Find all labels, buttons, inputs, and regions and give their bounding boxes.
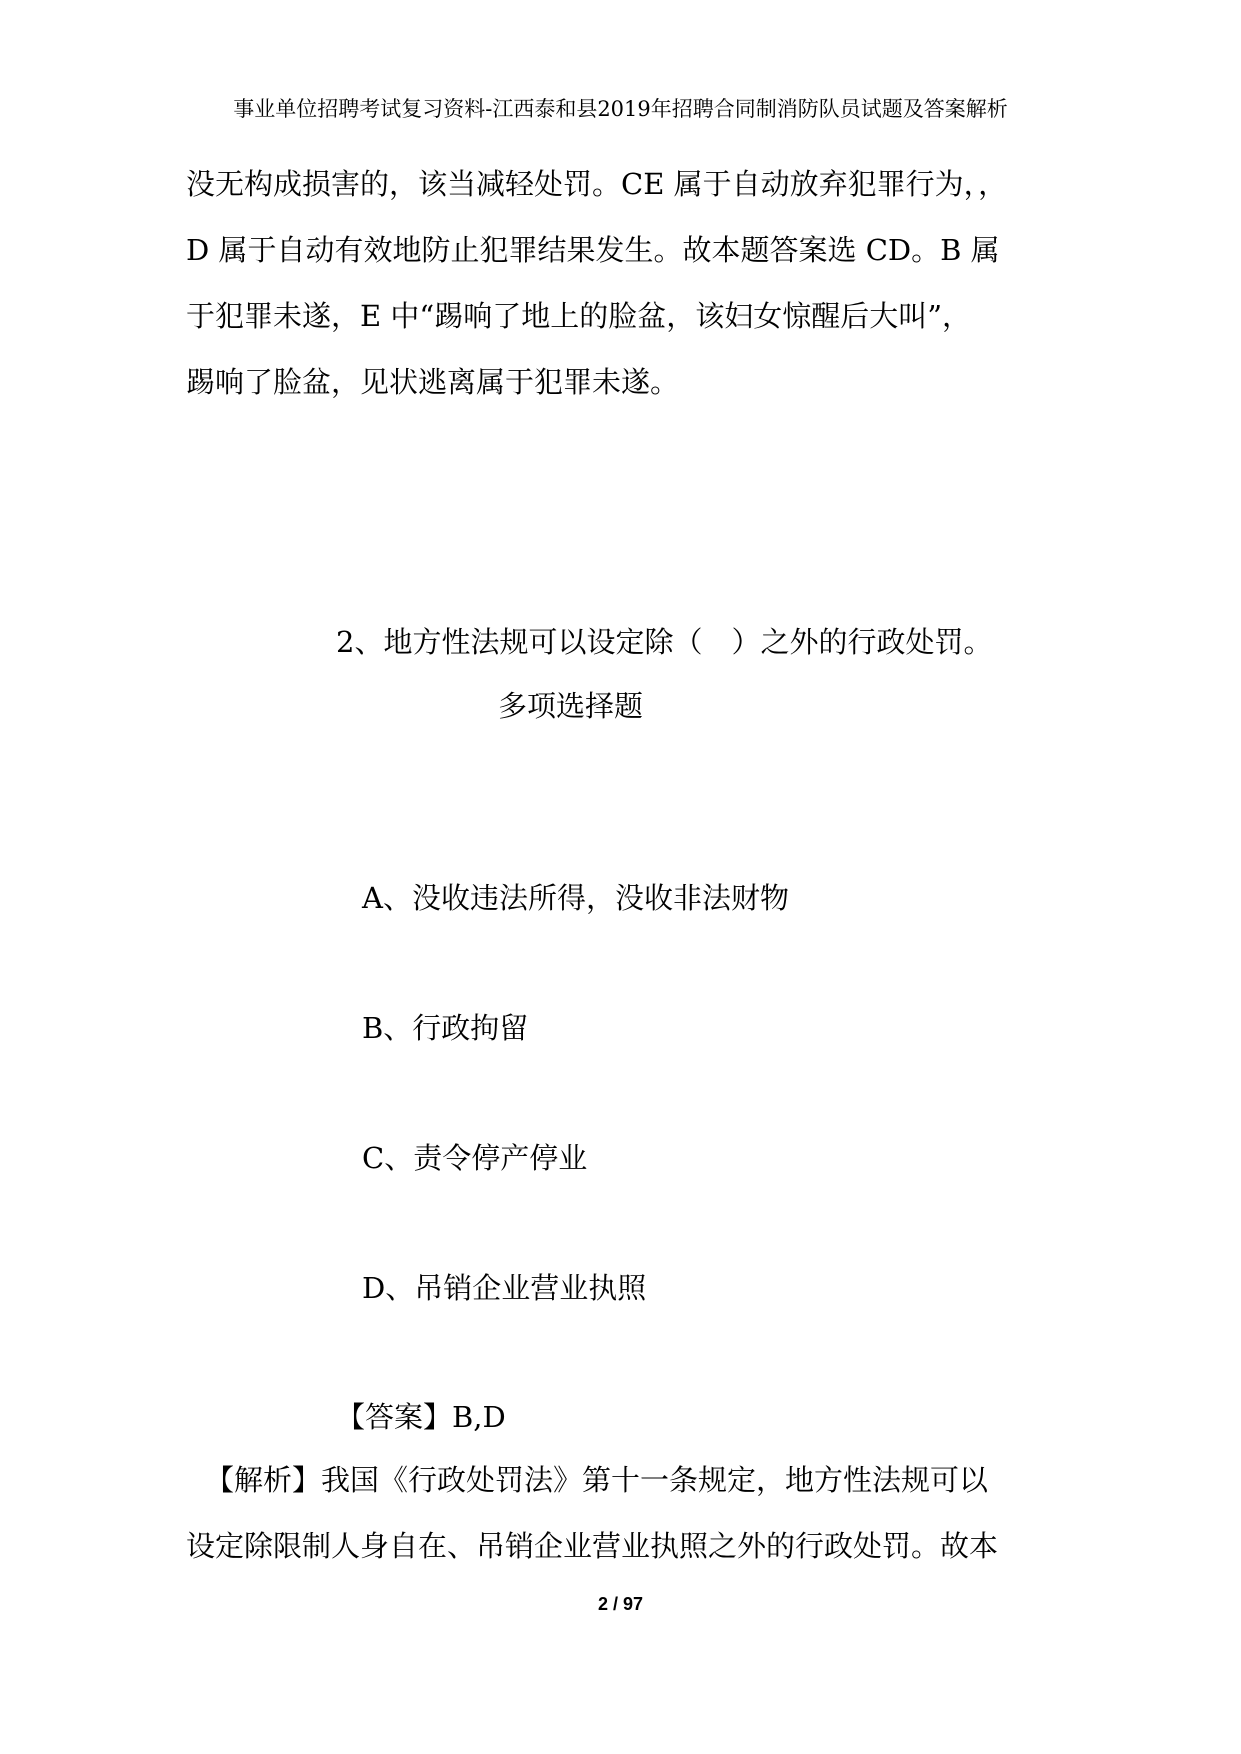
page-number: 2 / 97 bbox=[597, 1594, 644, 1614]
answer-line: 【答案】B,D bbox=[336, 1400, 506, 1434]
explanation-line: 没无构成损害的，该当减轻处罚。CE 属于自动放弃犯罪行为，， bbox=[186, 167, 1008, 201]
option-c: C、责令停产停业 bbox=[362, 1141, 588, 1175]
page-header-title: 事业单位招聘考试复习资料-江西泰和县2019年招聘合同制消防队员试题及答案解析 bbox=[233, 97, 1008, 121]
explanation-line: 踢响了脸盆，见状逃离属于犯罪未遂。 bbox=[186, 365, 680, 399]
explanation-line: 于犯罪未遂，E 中“踢响了地上的脸盆，该妇女惊醒后大叫”， bbox=[186, 299, 972, 333]
question-type: 多项选择题 bbox=[498, 689, 644, 723]
explanation-line: D 属于自动有效地防止犯罪结果发生。故本题答案选 CD。B 属 bbox=[186, 233, 1000, 267]
analysis-line: 设定除限制人身自在、吊销企业营业执照之外的行政处罚。故本 bbox=[186, 1529, 999, 1563]
option-d: D、吊销企业营业执照 bbox=[362, 1271, 647, 1305]
analysis-line: 【解析】我国《行政处罚法》第十一条规定，地方性法规可以 bbox=[205, 1463, 989, 1497]
question-stem: 2、地方性法规可以设定除（ ）之外的行政处罚。 bbox=[336, 625, 993, 659]
option-a: A、没收违法所得，没收非法财物 bbox=[362, 881, 789, 915]
option-b: B、行政拘留 bbox=[362, 1011, 529, 1045]
